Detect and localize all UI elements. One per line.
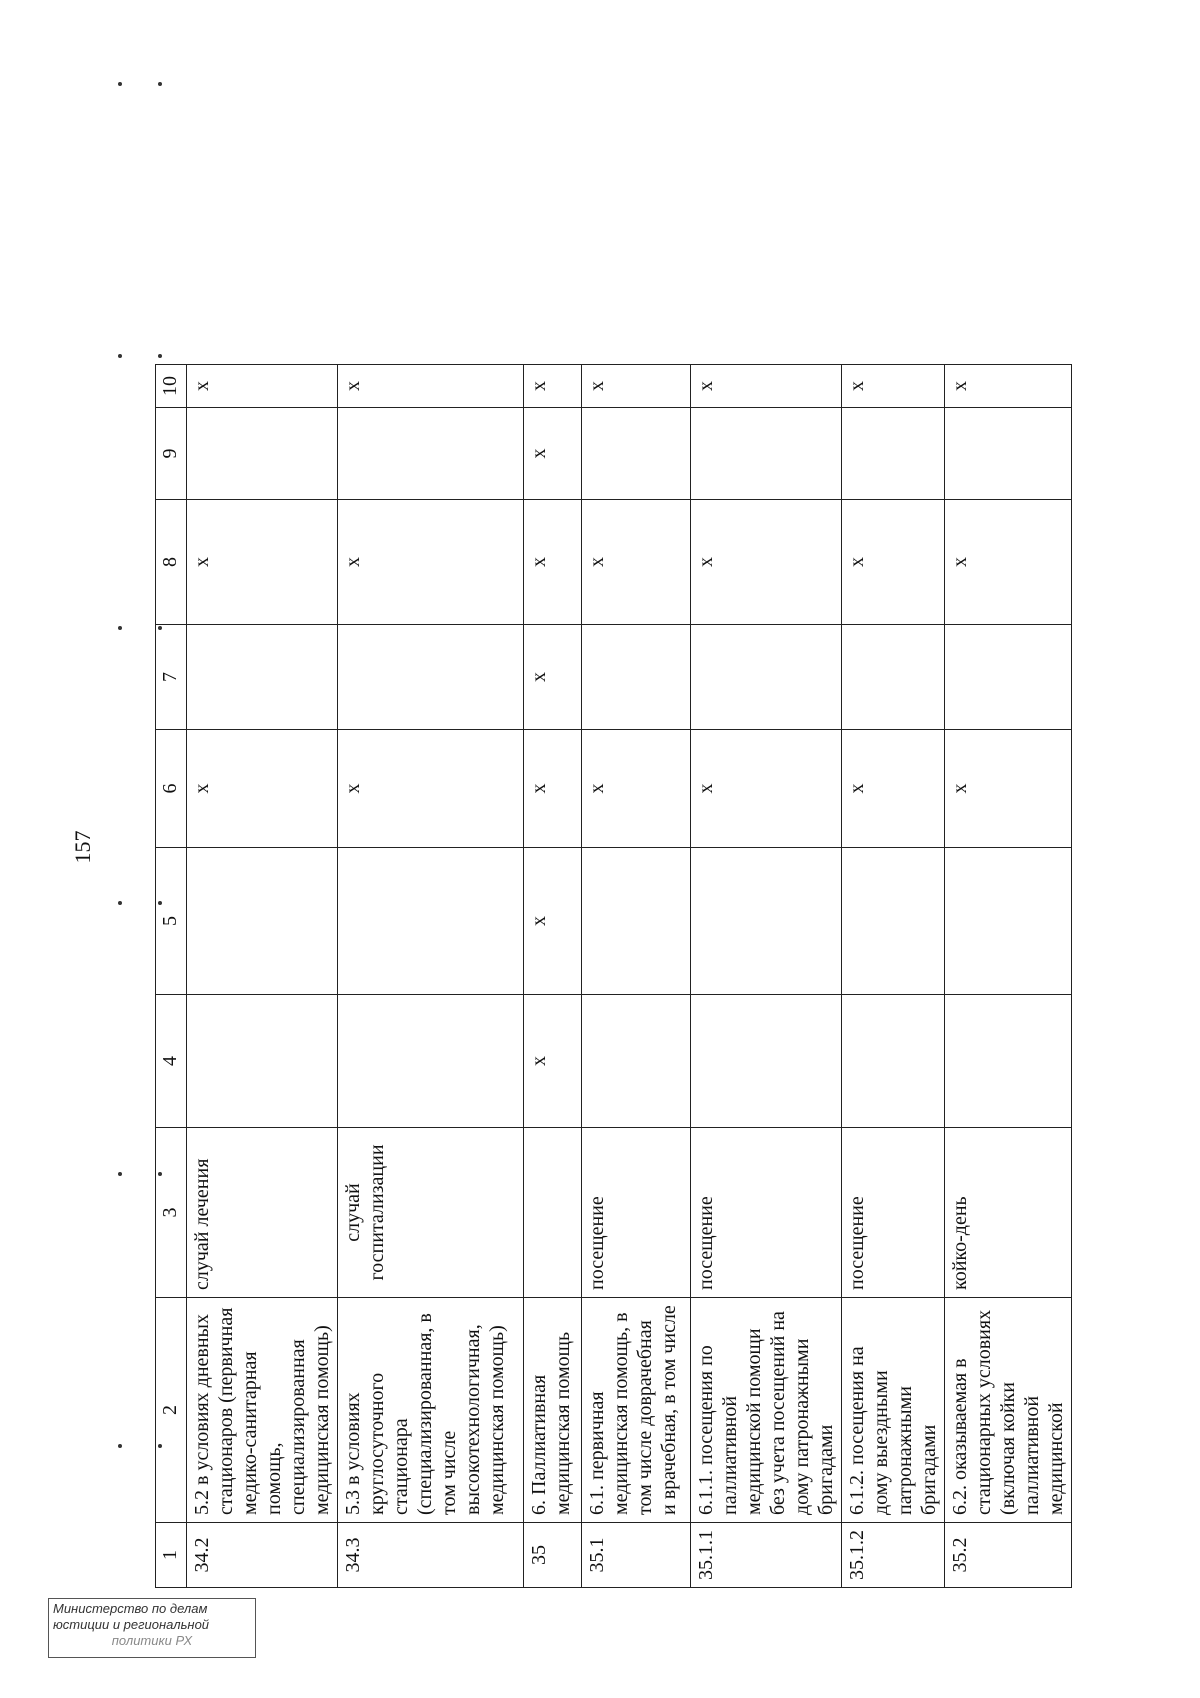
row-number: 35.2: [945, 1523, 1072, 1588]
cell-col4: [945, 995, 1072, 1128]
cell-col8: х: [524, 500, 582, 625]
cell-col6: х: [582, 730, 691, 848]
cell-col7: [945, 625, 1072, 730]
cell-col5: [187, 848, 338, 995]
cell-col8: х: [187, 500, 338, 625]
scan-dot: [158, 82, 162, 86]
cell-col4: [582, 995, 691, 1128]
cell-col9: х: [524, 408, 582, 500]
cell-col10: х: [187, 365, 338, 408]
cell-col7: [582, 625, 691, 730]
scan-dot: [118, 626, 122, 630]
cell-col6: х: [945, 730, 1072, 848]
row-number: 35: [524, 1523, 582, 1588]
cell-col5: [582, 848, 691, 995]
column-header: 9: [156, 408, 187, 500]
scan-dot: [118, 901, 122, 905]
cell-col10: х: [338, 365, 524, 408]
cell-col10: х: [945, 365, 1072, 408]
table-row: [338, 365, 524, 1588]
table-row: [187, 365, 338, 1588]
row-name: 6. Паллиативная медицинская помощь: [524, 1298, 582, 1523]
cell-col8: х: [691, 500, 842, 625]
column-header: 2: [156, 1298, 187, 1523]
column-header: 5: [156, 848, 187, 995]
row-name: 6.1. первичная медицинская помощь, в том числе доврачебная и врачебная, в том числе: [582, 1298, 691, 1523]
stamp-line: Министерство по делам: [53, 1601, 208, 1616]
column-header: 10: [156, 365, 187, 408]
cell-col5: [842, 848, 945, 995]
table-row: [842, 365, 945, 1588]
row-unit: посещение: [842, 1128, 945, 1298]
ministry-stamp: [48, 1598, 256, 1658]
row-number: 35.1.1: [691, 1523, 842, 1588]
cell-col10: х: [842, 365, 945, 408]
cell-col9: [338, 408, 524, 500]
cell-col7: [842, 625, 945, 730]
row-number: 34.3: [338, 1523, 524, 1588]
column-header: 1: [156, 1523, 187, 1588]
cell-col9: [842, 408, 945, 500]
table-row: [945, 365, 1072, 1588]
cell-col9: [582, 408, 691, 500]
cell-col9: [945, 408, 1072, 500]
row-unit: посещение: [582, 1128, 691, 1298]
cell-col4: [187, 995, 338, 1128]
column-header: 8: [156, 500, 187, 625]
column-number-row: [156, 365, 187, 1588]
cell-col6: х: [842, 730, 945, 848]
cell-col4: х: [524, 995, 582, 1128]
row-unit: случай госпитализации: [338, 1128, 524, 1298]
cell-col4: [691, 995, 842, 1128]
cell-col10: х: [524, 365, 582, 408]
cell-col10: х: [691, 365, 842, 408]
row-number: 35.1: [582, 1523, 691, 1588]
cell-col8: х: [338, 500, 524, 625]
cell-col7: х: [524, 625, 582, 730]
row-number: 34.2: [187, 1523, 338, 1588]
row-name: 5.2 в условиях дневных стационаров (первичная медико-санитарная помощь, специализированная медицинская помощь): [187, 1298, 338, 1523]
column-header: 4: [156, 995, 187, 1128]
cell-col4: [842, 995, 945, 1128]
row-unit: койко-день: [945, 1128, 1072, 1298]
row-name: 6.1.1. посещения по паллиативной медицинской помощи без учета посещений на дому патронажными бригадами: [691, 1298, 842, 1523]
cell-col10: х: [582, 365, 691, 408]
cell-col6: х: [187, 730, 338, 848]
cell-col7: [187, 625, 338, 730]
table-row: [582, 365, 691, 1588]
cell-col7: [691, 625, 842, 730]
cell-col5: [945, 848, 1072, 995]
scan-dot: [118, 82, 122, 86]
stamp-line: юстиции и региональной: [53, 1617, 210, 1632]
cell-col8: х: [582, 500, 691, 625]
column-header: 6: [156, 730, 187, 848]
scan-dot: [118, 1172, 122, 1176]
column-header: 7: [156, 625, 187, 730]
cell-col5: [691, 848, 842, 995]
row-unit: [524, 1128, 582, 1298]
cell-col9: [187, 408, 338, 500]
row-name: 6.1.2. посещения на дому выездными патронажными бригадами: [842, 1298, 945, 1523]
cell-col8: х: [945, 500, 1072, 625]
row-unit: случай лечения: [187, 1128, 338, 1298]
row-unit: посещение: [691, 1128, 842, 1298]
cell-col5: [338, 848, 524, 995]
table-row: [691, 365, 842, 1588]
cell-col8: х: [842, 500, 945, 625]
stamp-line: политики РХ: [111, 1633, 193, 1648]
cell-col4: [338, 995, 524, 1128]
cell-col9: [691, 408, 842, 500]
column-header: 3: [156, 1128, 187, 1298]
table-row: [524, 365, 582, 1588]
cell-col6: х: [691, 730, 842, 848]
scan-dot: [158, 354, 162, 358]
scan-dot: [118, 354, 122, 358]
cell-col6: х: [338, 730, 524, 848]
row-name: 5.3 в условиях круглосуточного стационара (специализированная, в том числе высокотехнологичная, медицинская помощь): [338, 1298, 524, 1523]
scan-dot: [118, 1444, 122, 1448]
data-table: [155, 364, 1072, 1588]
row-name: 6.2. оказываемая в стационарных условиях (включая койки паллиативной медицинской: [945, 1298, 1072, 1523]
page-number: 157: [70, 830, 95, 864]
row-number: 35.1.2: [842, 1523, 945, 1588]
cell-col6: х: [524, 730, 582, 848]
cell-col7: [338, 625, 524, 730]
cell-col5: х: [524, 848, 582, 995]
